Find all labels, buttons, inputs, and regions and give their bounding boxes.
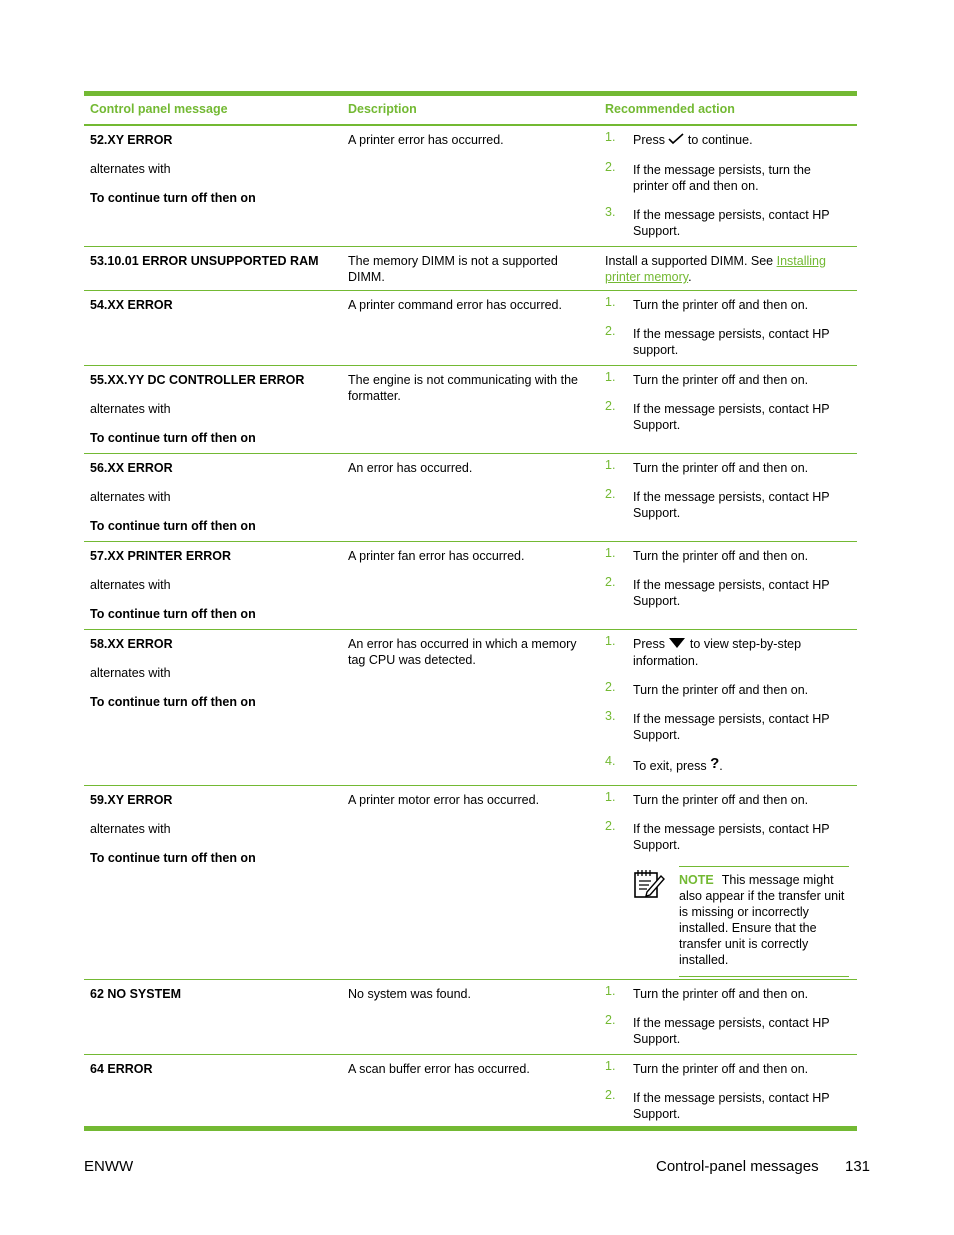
- description: No system was found.: [348, 987, 471, 1001]
- table-row: [84, 366, 857, 454]
- list-item: 2. If the message persists, contact HP Support.: [605, 1013, 830, 1046]
- message-alternates: alternates with: [90, 162, 171, 176]
- list-item: 1. Turn the printer off and then on.: [605, 790, 809, 807]
- message-title: 62 NO SYSTEM: [90, 987, 181, 1001]
- down-arrow-icon: [668, 637, 686, 653]
- message-alternates: alternates with: [90, 490, 171, 504]
- list-item: 1. Turn the printer off and then on.: [605, 458, 809, 475]
- table-header: [84, 96, 857, 126]
- list-item: 2. If the message persists, contact HP support.: [605, 324, 830, 357]
- description: An error has occurred.: [348, 461, 473, 475]
- message-title: 55.XX.YY DC CONTROLLER ERROR: [90, 373, 305, 387]
- header-description: Description: [348, 102, 417, 116]
- table-row: [84, 1055, 857, 1125]
- footer-section: Control-panel messages: [656, 1158, 819, 1175]
- message-continue: To continue turn off then on: [90, 191, 256, 205]
- list-item: 2. Turn the printer off and then on.: [605, 679, 809, 697]
- note-box: [633, 866, 849, 977]
- message-title: 54.XX ERROR: [90, 298, 173, 312]
- message-title: 58.XX ERROR: [90, 637, 173, 651]
- description: The engine is not communicating with the formatter.: [348, 373, 578, 403]
- table-row: [84, 542, 857, 630]
- checkmark-icon: [668, 133, 684, 149]
- list-item: 1. Press to view step-by-step information.: [605, 634, 802, 668]
- table-row: [84, 454, 857, 542]
- message-title: 57.XX PRINTER ERROR: [90, 549, 232, 563]
- note-pad-icon: [633, 866, 679, 977]
- message-continue: To continue turn off then on: [90, 695, 256, 709]
- action-text: Install a supported DIMM. See Installing printer memory.: [605, 254, 826, 284]
- header-control-panel-message: Control panel message: [90, 102, 228, 116]
- description: An error has occurred in which a memory tag CPU was detected.: [348, 637, 577, 667]
- installing-printer-memory-link[interactable]: Installing printer memory: [605, 254, 826, 284]
- message-alternates: alternates with: [90, 666, 171, 680]
- table-bottom-rule: [84, 1126, 857, 1131]
- table-row: [84, 291, 857, 366]
- list-item: 3. If the message persists, contact HP Support.: [605, 204, 830, 238]
- description: A printer command error has occurred.: [348, 298, 562, 312]
- help-icon: ?: [710, 754, 720, 772]
- table-row: [84, 247, 857, 291]
- error-message-table: [84, 91, 857, 1125]
- message-alternates: alternates with: [90, 822, 171, 836]
- note-label: NOTE: [679, 873, 714, 887]
- list-item: 1. Turn the printer off and then on.: [605, 1059, 809, 1076]
- list-item: 2. If the message persists, contact HP Support.: [605, 575, 830, 608]
- message-title: 59.XY ERROR: [90, 793, 173, 807]
- table-row: [84, 630, 857, 786]
- message-continue: To continue turn off then on: [90, 519, 256, 533]
- message-title: 52.XY ERROR: [90, 133, 173, 147]
- message-alternates: alternates with: [90, 578, 171, 592]
- message-title: 53.10.01 ERROR UNSUPPORTED RAM: [90, 254, 319, 268]
- note-text: This message might also appear if the transfer unit is missing or incorrectly installed. Ensure that the transfer unit is correctly installed.: [679, 873, 845, 967]
- footer-left: ENWW: [84, 1158, 134, 1175]
- list-item: 2. If the message persists, contact HP Support.: [605, 487, 830, 520]
- table-row: [84, 126, 857, 247]
- message-continue: To continue turn off then on: [90, 851, 256, 865]
- description: A scan buffer error has occurred.: [348, 1062, 530, 1076]
- list-item: 1. Turn the printer off and then on.: [605, 546, 809, 563]
- list-item: 4. To exit, press ?.: [605, 753, 723, 773]
- message-continue: To continue turn off then on: [90, 607, 256, 621]
- list-item: 3. If the message persists, contact HP Support.: [605, 708, 830, 742]
- list-item: 2. If the message persists, contact HP Support.: [605, 1088, 830, 1121]
- list-item: 2. If the message persists, turn the printer off and then on.: [605, 159, 811, 193]
- list-item: 1. Turn the printer off and then on.: [605, 295, 809, 312]
- description: A printer motor error has occurred.: [348, 793, 540, 807]
- header-recommended-action: Recommended action: [605, 102, 735, 116]
- message-title: 64 ERROR: [90, 1062, 153, 1076]
- list-item: 1. Turn the printer off and then on.: [605, 370, 809, 387]
- table-row: [84, 786, 857, 980]
- message-title: 56.XX ERROR: [90, 461, 173, 475]
- message-continue: To continue turn off then on: [90, 431, 256, 445]
- description: A printer error has occurred.: [348, 133, 504, 147]
- list-item: 2. If the message persists, contact HP Support.: [605, 819, 830, 852]
- list-item: 1. Turn the printer off and then on.: [605, 984, 809, 1001]
- list-item: 2. If the message persists, contact HP Support.: [605, 399, 830, 432]
- description: A printer fan error has occurred.: [348, 549, 525, 563]
- list-item: 1. Press to continue.: [605, 130, 753, 147]
- description: The memory DIMM is not a supported DIMM.: [348, 254, 558, 284]
- table-row: [84, 980, 857, 1055]
- message-alternates: alternates with: [90, 402, 171, 416]
- page-number: 131: [845, 1158, 871, 1175]
